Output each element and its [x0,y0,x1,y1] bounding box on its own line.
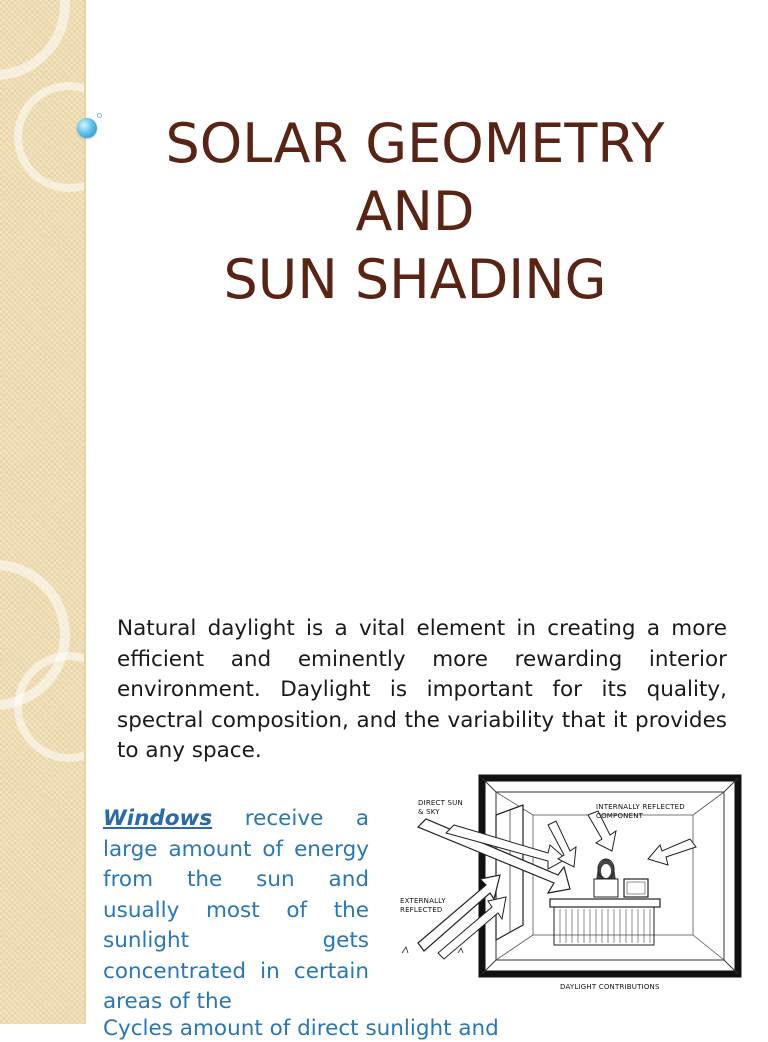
window-opening [496,805,523,940]
blue-bullet-orb [77,118,97,138]
decorative-ring [0,0,70,80]
windows-keyword: Windows [103,806,213,831]
decorative-ring [14,82,124,192]
cut-off-text-line [103,1012,743,1041]
label-externally-reflected: EXTERNALLY REFLECTED [400,897,446,914]
title-line-1: SOLAR GEOMETRY [165,112,665,175]
small-ring-dot [97,113,102,118]
windows-text: receive a large amount of energy from the sun and usually most of the sunlight gets concentrated in certain areas of the [103,806,369,1014]
label-internally-reflected: INTERNALLY REFLECTED COMPONENT [596,803,685,820]
daylight-contributions-figure [398,775,744,997]
decorative-side-strip [0,0,84,1024]
windows-paragraph [103,804,369,1024]
title-line-2: AND [355,180,475,243]
desk [550,899,660,907]
daylight-sketch [398,775,744,997]
decorative-ring [14,652,124,762]
cut-off-text: Cycles amount of direct sunlight and [103,1016,499,1041]
label-direct-sun: DIRECT SUN & SKY [418,799,463,816]
title-line-3: SUN SHADING [223,248,607,311]
intro-paragraph: Natural daylight is a vital element in creating a more efficient and eminently more rewarding interior environment. Daylight is important for its quality, spectral composition, and the variability that it provides to any space. [117,616,727,763]
slide-title [110,110,720,314]
figure-caption: DAYLIGHT CONTRIBUTIONS [560,983,660,991]
strip-edge [84,0,86,1024]
